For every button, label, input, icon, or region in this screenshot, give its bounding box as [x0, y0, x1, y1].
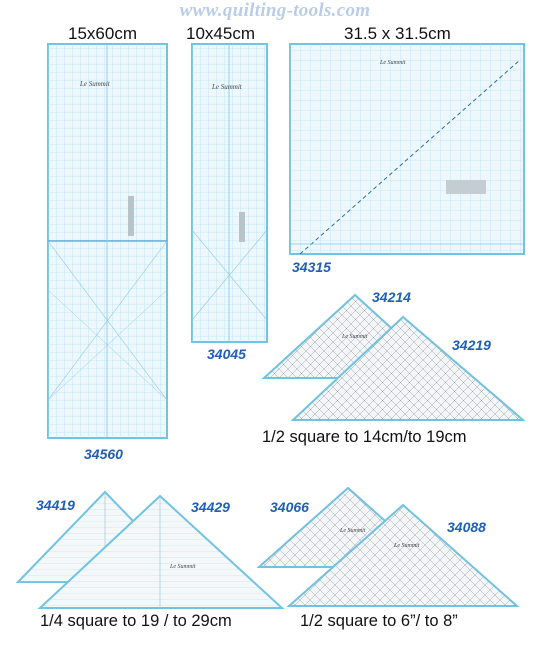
caption-half-square-inch: 1/2 square to 6”/ to 8”	[300, 612, 458, 630]
code-34315: 34315	[292, 259, 331, 275]
brand-label-31x31: Le Summit	[380, 60, 406, 66]
code-34560: 34560	[84, 446, 123, 462]
code-34419: 34419	[36, 497, 75, 513]
code-34429: 34429	[191, 499, 230, 515]
code-34214: 34214	[372, 289, 411, 305]
code-34066: 34066	[270, 499, 309, 515]
size-label-31x31: 31.5 x 31.5cm	[344, 24, 451, 43]
brand-label-34088: Le Summit	[394, 543, 420, 549]
brand-label-15x60: Le Summit	[80, 80, 110, 88]
brand-label-34429: Le Summit	[170, 564, 196, 570]
size-label-10x45: 10x45cm	[186, 24, 255, 43]
brand-label-34214: Le Summit	[342, 334, 368, 340]
code-34045: 34045	[207, 346, 246, 362]
caption-quarter-square: 1/4 square to 19 / to 29cm	[40, 612, 232, 630]
code-34088: 34088	[447, 519, 486, 535]
code-34219: 34219	[452, 337, 491, 353]
site-url: www.quilting-tools.com	[179, 0, 371, 21]
brand-label-34066: Le Summit	[340, 528, 366, 534]
ruler-15x60	[48, 44, 167, 438]
caption-half-square-cm: 1/2 square to 14cm/to 19cm	[262, 428, 467, 446]
ruler-31x31	[290, 44, 524, 254]
size-label-15x60: 15x60cm	[68, 24, 137, 43]
brand-label-10x45: Le Summit	[212, 83, 242, 91]
